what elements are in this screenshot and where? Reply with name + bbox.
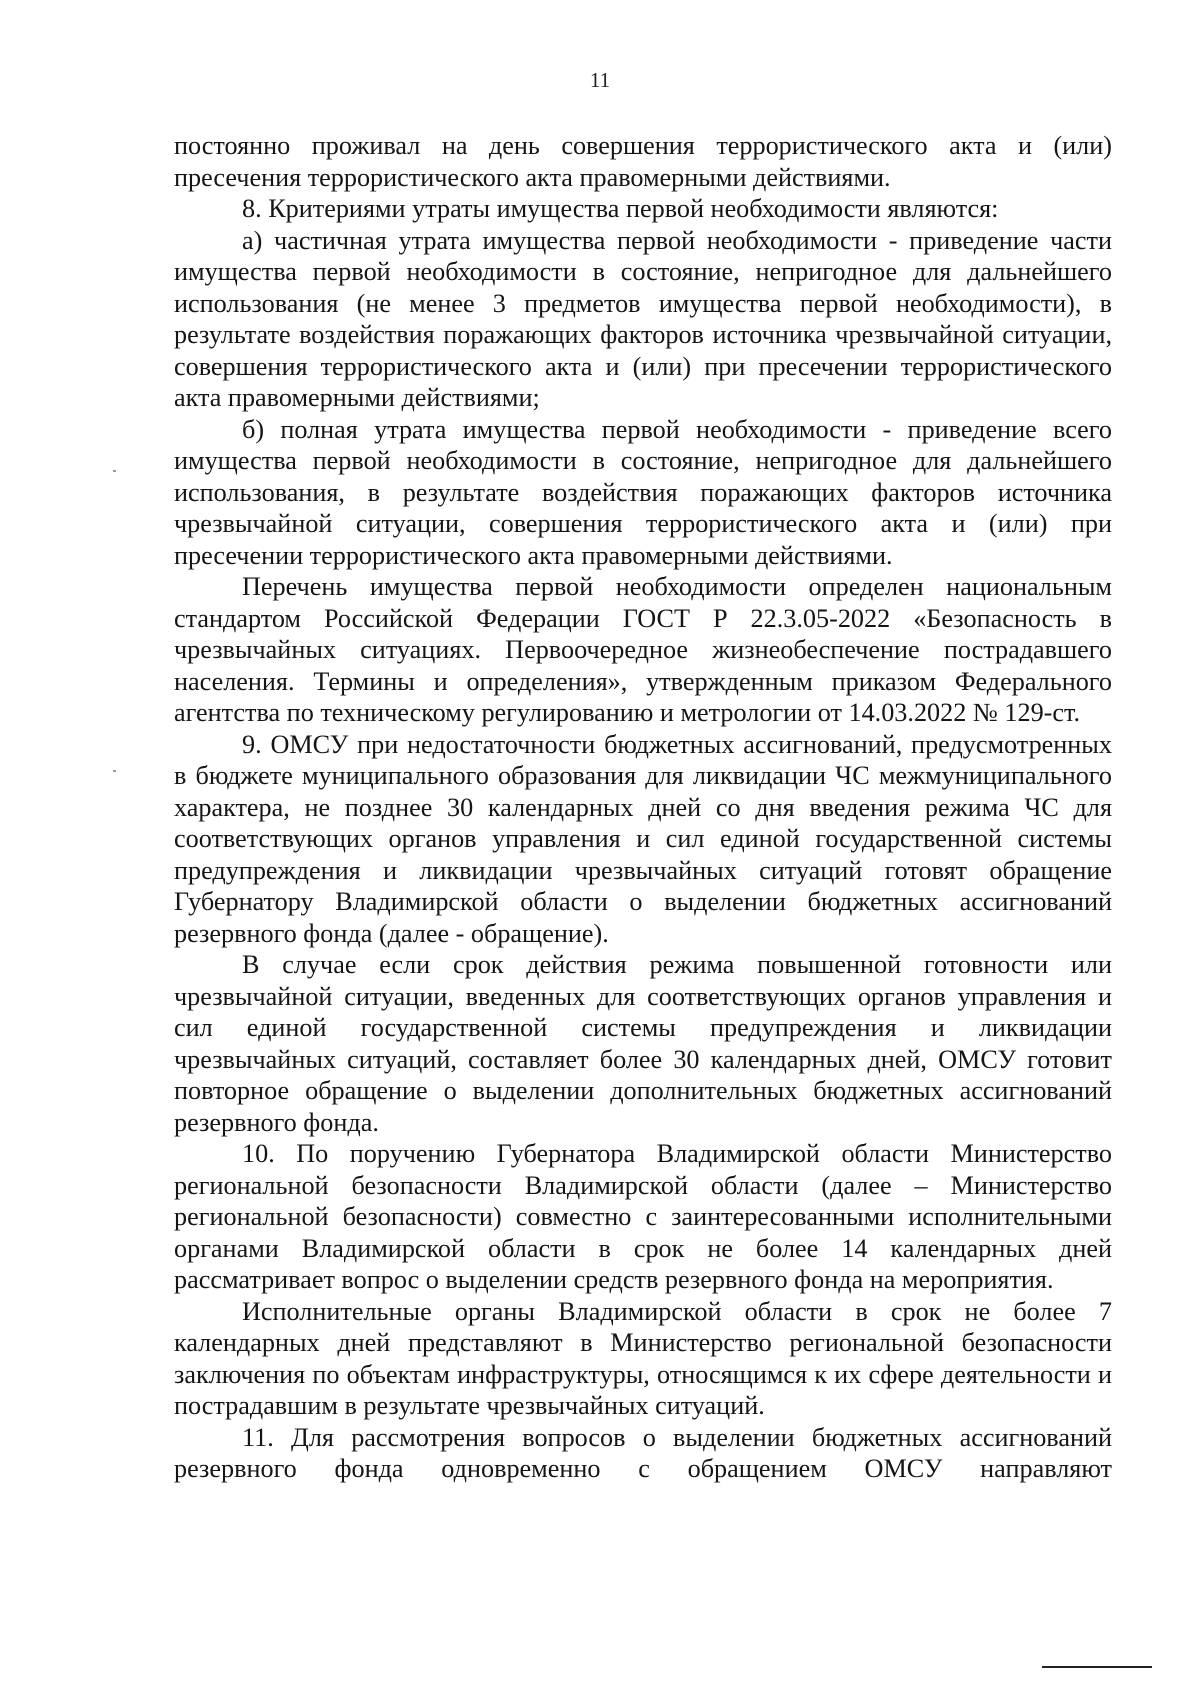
paragraph-continuation: постоянно проживал на день совершения террористического акта и (или) пресечения террористического акта правомерными действиями.: [174, 131, 1112, 192]
paragraph-clause-9-repeat: В случае если срок действия режима повышенной готовности или чрезвычайной ситуации, введенных для соответствующих органов управления и сил единой государственной системы предупреждения и ликвидации чрезвычайных ситуаций, составляет более 30 календарных дней, ОМСУ готовит повторное обращение о выделении дополнительных бюджетных ассигнований резервного фонда.: [174, 950, 1112, 1137]
footer-rule: [1042, 1666, 1152, 1668]
paragraph-clause-8: 8. Критериями утраты имущества первой необходимости являются:: [242, 194, 999, 223]
page-number: 11: [589, 68, 611, 92]
paragraph-clause-11: 11. Для рассмотрения вопросов о выделении бюджетных ассигнований резервного фонда одновременно с обращением ОМСУ направляют: [174, 1422, 1112, 1483]
scan-artifact: [113, 770, 116, 772]
paragraph-clause-10: 10. По поручению Губернатора Владимирской области Министерство региональной безопасности Владимирской области (далее – Министерство региональной безопасности) совместно с заинтересованными исполнительными органами Владимирской области в срок не более 14 календарных дней рассматривает вопрос о выделении средств резервного фонда на мероприятия.: [174, 1139, 1112, 1294]
paragraph-clause-8a: а) частичная утрата имущества первой необходимости - приведение части имущества первой необходимости в состояние, непригодное для дальнейшего использования (не менее 3 предметов имущества первой необходимости), в результате воздействия поражающих факторов источника чрезвычайной ситуации, совершения террористического акта и (или) при пресечении террористического акта правомерными действиями;: [174, 225, 1112, 412]
document-body: [174, 130, 1112, 1485]
paragraph-essentials-list: Перечень имущества первой необходимости определен национальным стандартом Российской Федерации ГОСТ Р 22.3.05-2022 «Безопасность в чрезвычайных ситуациях. Первоочередное жизнеобеспечение пострадавшего населения. Термины и определения», утвержденным приказом Федерального агентства по техническому регулированию и метрологии от 14.03.2022 № 129-ст.: [174, 572, 1112, 727]
paragraph-clause-9: 9. ОМСУ при недостаточности бюджетных ассигнований, предусмотренных в бюджете муниципального образования для ликвидации ЧС межмуниципального характера, не позднее 30 календарных дней со дня введения режима ЧС для соответствующих органов управления и сил единой государственной системы предупреждения и ликвидации чрезвычайных ситуаций готовят обращение Губернатору Владимирской области о выделении бюджетных ассигнований резервного фонда (далее - обращение).: [174, 729, 1112, 948]
scan-artifact: [113, 470, 116, 472]
paragraph-clause-10-conclusions: Исполнительные органы Владимирской области в срок не более 7 календарных дней представляют в Министерство региональной безопасности заключения по объектам инфраструктуры, относящимся к их сфере деятельности и пострадавшим в результате чрезвычайных ситуаций.: [174, 1296, 1112, 1420]
paragraph-clause-8b: б) полная утрата имущества первой необходимости - приведение всего имущества первой необходимости в состояние, непригодное для дальнейшего использования, в результате воздействия поражающих факторов источника чрезвычайной ситуации, совершения террористического акта и (или) при пресечении террористического акта правомерными действиями.: [174, 414, 1112, 570]
